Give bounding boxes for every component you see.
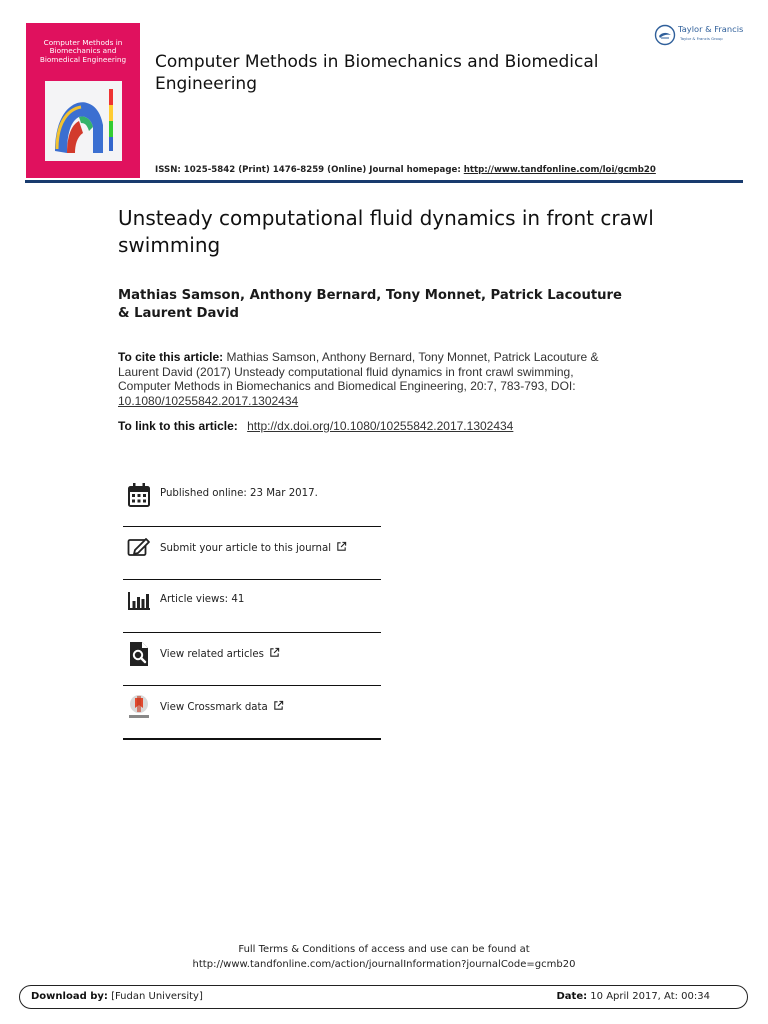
download-by: [31, 991, 203, 1002]
cite-label: To cite this article:: [118, 350, 224, 364]
cite-doi-link[interactable]: 10.1080/10255842.2017.1302434: [118, 393, 299, 408]
article-views-text: Article views: 41: [160, 594, 245, 605]
article-link-line: [118, 419, 513, 433]
submit-article-label-wrap: [160, 541, 347, 554]
external-link-icon: [269, 647, 280, 658]
download-label: Download by:: [31, 991, 108, 1002]
article-doi-url[interactable]: http://dx.doi.org/10.1080/10255842.2017.1302434: [247, 419, 514, 433]
article-title: Unsteady computational fluid dynamics in front crawl swimming: [118, 206, 654, 257]
cover-title: Computer Methods in Biomechanics and Biomedical Engineering: [39, 38, 127, 64]
issn-line: [155, 165, 656, 175]
article-actions: [123, 474, 381, 740]
citation-block: [118, 350, 608, 408]
publisher-subtitle: Taylor & Francis Group: [680, 36, 723, 41]
cover-artwork: [45, 81, 122, 161]
date-label: Date:: [556, 991, 588, 1002]
external-link-icon: [336, 541, 347, 552]
journal-homepage-link[interactable]: http://www.tandfonline.com/loi/gcmb20: [463, 165, 656, 175]
issn-text: ISSN: 1025-5842 (Print) 1476-8259 (Online) Journal homepage:: [155, 165, 464, 175]
submit-article-row[interactable]: [123, 527, 381, 580]
crossmark-icon: [127, 694, 151, 720]
terms-line-1: Full Terms & Conditions of access and use can be found at: [238, 944, 530, 955]
link-label: To link to this article:: [118, 419, 242, 433]
journal-title: Computer Methods in Biomechanics and Biomedical Engineering: [155, 52, 599, 94]
download-info-bar: [19, 985, 748, 1009]
related-articles-row[interactable]: [123, 633, 381, 686]
edit-icon: [127, 535, 151, 561]
download-value: [Fudan University]: [107, 991, 203, 1002]
date-value: 10 April 2017, At: 00:34: [587, 991, 710, 1002]
calendar-icon: [127, 482, 151, 508]
download-date: [556, 991, 710, 1002]
bar-chart-icon: [127, 588, 151, 614]
related-articles-link[interactable]: View related articles: [160, 649, 264, 660]
submit-article-link[interactable]: Submit your article to this journal: [160, 543, 332, 554]
external-link-icon: [273, 700, 284, 711]
journal-cover: [26, 23, 140, 178]
published-online-row: [123, 474, 381, 527]
crossmark-row[interactable]: [123, 686, 381, 740]
cite-text: Mathias Samson, Anthony Bernard, Tony Monnet, Patrick Lacouture & Laurent David (2017) Unsteady computational fluid dynamics in front crawl swimming, Computer Methods in Biomechanics and Biomedical Engineering, 20:7, 783-793, DOI:: [118, 350, 599, 394]
crossmark-label-wrap: [160, 700, 284, 713]
terms-notice: [0, 942, 768, 972]
publisher-name: Taylor & Francis: [678, 24, 744, 34]
document-search-icon: [127, 641, 151, 667]
article-views-row: [123, 580, 381, 633]
published-online-text: Published online: 23 Mar 2017.: [160, 488, 318, 499]
crossmark-link[interactable]: View Crossmark data: [160, 702, 268, 713]
terms-url[interactable]: http://www.tandfonline.com/action/journalInformation?journalCode=gcmb20: [192, 959, 576, 970]
header-divider: [25, 180, 743, 183]
related-articles-label-wrap: [160, 647, 280, 660]
article-authors: Mathias Samson, Anthony Bernard, Tony Monnet, Patrick Lacouture & Laurent David: [118, 288, 622, 321]
